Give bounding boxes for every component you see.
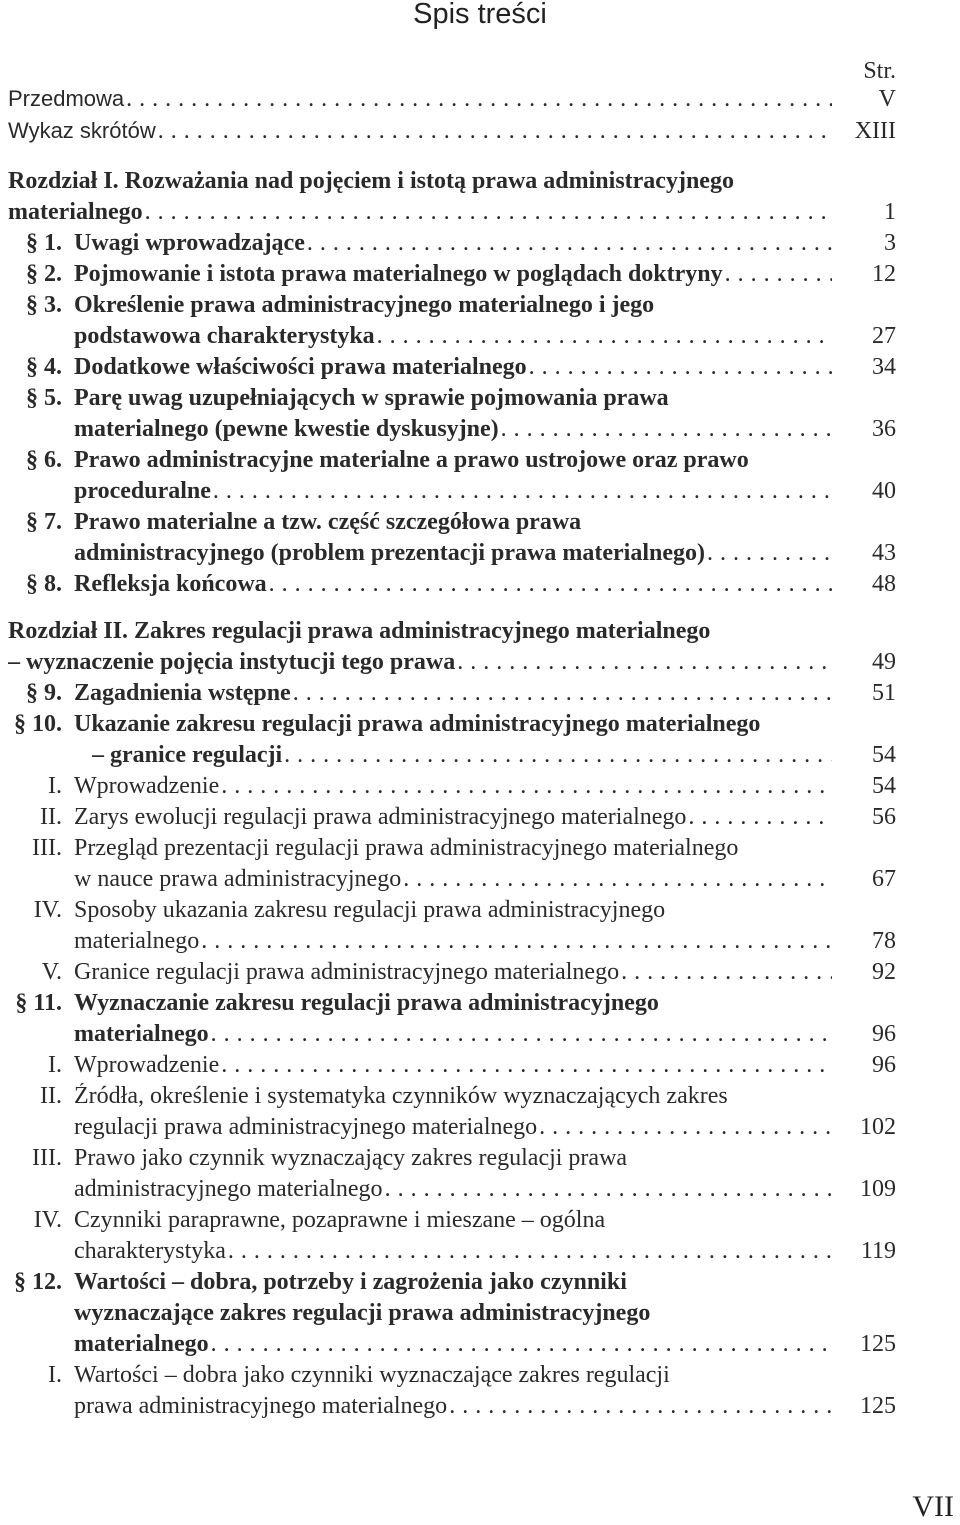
toc-entry-text: Dodatkowe właściwości prawa materialnego: [74, 354, 527, 380]
dot-leader: [529, 354, 832, 381]
toc-line: [0, 199, 960, 230]
toc-page-number: 49: [872, 649, 896, 675]
toc-entry-text: Prawo materialne a tzw. część szczegółowa prawa: [74, 509, 582, 535]
toc-entry-text: Wyznaczanie zakresu regulacji prawa administracyjnego: [74, 990, 659, 1016]
toc-entry-text: Ukazanie zakresu regulacji prawa administracyjnego materialnego: [74, 711, 761, 737]
toc-entry-text: – wyznaczenie pojęcia instytucji tego prawa: [8, 649, 456, 675]
toc-entry-text: materialnego: [74, 1331, 209, 1357]
toc-entry-number: I.: [48, 773, 62, 799]
toc-page-number: 109: [860, 1176, 896, 1202]
toc-line: [0, 168, 960, 199]
toc-entry-text: Rozdział II. Zakres regulacji prawa administracyjnego materialnego: [8, 618, 711, 644]
dot-leader: [377, 323, 832, 350]
toc-entry-text: Przedmowa: [8, 86, 125, 111]
toc-line: [0, 1145, 960, 1176]
toc-entry-text: Pojmowanie i istota prawa materialnego w poglądach doktryny: [74, 261, 723, 287]
toc-entry-text: regulacji prawa administracyjnego materialnego: [74, 1114, 538, 1140]
dot-leader: [211, 1021, 832, 1048]
toc-entry-number: II.: [40, 1083, 62, 1109]
toc-line: [0, 1362, 960, 1393]
toc-entry-number: II.: [40, 804, 62, 830]
toc-entry-text: w nauce prawa administracyjnego: [74, 866, 402, 892]
toc-line: [0, 1331, 960, 1362]
toc-page-number: 96: [872, 1052, 896, 1078]
toc-entry-text: charakterystyka: [74, 1238, 226, 1264]
toc-page-number: 34: [872, 354, 896, 380]
dot-leader: [269, 571, 832, 598]
toc-entry-number: § 11.: [15, 990, 62, 1016]
page-folio: VII: [912, 1490, 954, 1523]
toc-page-number: 54: [872, 742, 896, 768]
toc-entry-number: § 8.: [26, 571, 62, 597]
toc-entry-text: Granice regulacji prawa administracyjnego materialnego: [74, 959, 620, 985]
toc-line: [0, 1176, 960, 1207]
toc-page-number: 51: [872, 680, 896, 706]
dot-leader: [449, 1393, 832, 1420]
toc-line: [0, 1083, 960, 1114]
toc-line: [0, 959, 960, 990]
toc-entry-number: IV.: [33, 897, 62, 923]
dot-leader: [126, 86, 832, 113]
toc-line: [0, 804, 960, 835]
toc-entry-number: § 10.: [14, 711, 62, 737]
toc-page-number: 54: [872, 773, 896, 799]
dot-leader: [293, 680, 832, 707]
toc-entry-text: Wykaz skrótów: [8, 118, 156, 143]
toc-line: [0, 773, 960, 804]
dot-leader: [501, 416, 832, 443]
toc-entry-text: materialnego: [74, 928, 200, 954]
dot-leader: [221, 1052, 832, 1079]
toc-line: [0, 897, 960, 928]
toc-line: [0, 509, 960, 540]
toc-entry-text: Wprowadzenie: [74, 1052, 220, 1078]
dot-leader: [385, 1176, 832, 1203]
toc-entry-text: podstawowa charakterystyka: [74, 323, 375, 349]
dot-leader: [228, 1238, 832, 1265]
toc-line: [0, 680, 960, 711]
dot-leader: [307, 230, 832, 257]
toc-line: [0, 1021, 960, 1052]
toc-line: [0, 649, 960, 680]
toc-entry-number: § 5.: [26, 385, 62, 411]
toc-entry-number: § 12.: [14, 1269, 62, 1295]
toc-entry-number: § 9.: [26, 680, 62, 706]
toc-entry-text: materialnego: [74, 1021, 209, 1047]
toc-entry-number: V.: [41, 959, 62, 985]
toc-page-number: V: [878, 86, 896, 112]
toc-page-number: 1: [884, 199, 896, 225]
toc-entry-text: wyznaczające zakres regulacji prawa administracyjnego: [74, 1300, 651, 1326]
toc-line: [0, 866, 960, 897]
toc-entry-number: I.: [48, 1052, 62, 1078]
toc-line: [0, 1393, 960, 1424]
dot-leader: [284, 742, 832, 769]
toc-entry-text: Sposoby ukazania zakresu regulacji prawa administracyjnego: [74, 897, 666, 923]
toc-entry-text: proceduralne: [74, 478, 211, 504]
toc-entry-text: Źródła, określenie i systematyka czynników wyznaczających zakres: [74, 1083, 728, 1109]
toc-entry-number: § 7.: [26, 509, 62, 535]
toc-line: [0, 1052, 960, 1083]
dot-leader: [145, 199, 832, 226]
toc-page-number: 96: [872, 1021, 896, 1047]
dot-leader: [725, 261, 832, 288]
toc-page-number: 56: [872, 804, 896, 830]
toc-entry-text: administracyjnego (problem prezentacji prawa materialnego): [74, 540, 705, 566]
toc-line: [0, 478, 960, 509]
toc-line: [0, 1238, 960, 1269]
toc-entry-text: Wartości – dobra, potrzeby i zagrożenia jako czynniki: [74, 1269, 627, 1295]
dot-leader: [403, 866, 832, 893]
toc-entry-number: III.: [32, 1145, 62, 1171]
toc-entry-text: prawa administracyjnego materialnego: [74, 1393, 448, 1419]
toc-line: [0, 261, 960, 292]
toc-page-number: XIII: [854, 118, 896, 144]
toc-entry-text: – granice regulacji: [92, 742, 283, 768]
toc-page-number: 125: [860, 1393, 896, 1419]
toc-line: [0, 292, 960, 323]
page-title: Spis treści: [413, 0, 547, 30]
toc-entry-number: § 2.: [26, 261, 62, 287]
toc-line: [0, 1300, 960, 1331]
toc-line: [0, 385, 960, 416]
toc-entry-number: § 3.: [26, 292, 62, 318]
toc-line: [0, 618, 960, 649]
toc-page-number: 48: [872, 571, 896, 597]
toc-line: [0, 990, 960, 1021]
toc-entry-text: Zarys ewolucji regulacji prawa administracyjnego materialnego: [74, 804, 687, 830]
toc-line: [0, 118, 960, 149]
toc-page-number: 3: [884, 230, 896, 256]
toc-page-number: 12: [872, 261, 896, 287]
toc-entry-text: materialnego (pewne kwestie dyskusyjne): [74, 416, 499, 442]
toc-page-number: 43: [872, 540, 896, 566]
dot-leader: [707, 540, 832, 567]
toc-entry-number: § 4.: [26, 354, 62, 380]
toc-line: [0, 86, 960, 117]
toc-page-number: 119: [860, 1238, 896, 1264]
toc-entry-text: Wartości – dobra jako czynniki wyznaczające zakres regulacji: [74, 1362, 670, 1388]
toc-page-number: 27: [872, 323, 896, 349]
toc-entry-number: IV.: [33, 1207, 62, 1233]
toc-page-number: 125: [860, 1331, 896, 1357]
toc-entry-text: Parę uwag uzupełniających w sprawie pojmowania prawa: [74, 385, 669, 411]
toc-entry-number: III.: [32, 835, 62, 861]
toc-entry-text: Przegląd prezentacji regulacji prawa administracyjnego materialnego: [74, 835, 739, 861]
toc-entry-text: Określenie prawa administracyjnego materialnego i jego: [74, 292, 655, 318]
dot-leader: [158, 118, 832, 145]
dot-leader: [213, 478, 832, 505]
toc-line: [0, 742, 960, 773]
toc-line: [0, 354, 960, 385]
dot-leader: [457, 649, 832, 676]
dot-leader: [539, 1114, 832, 1141]
toc-line: [0, 571, 960, 602]
toc-line: [0, 230, 960, 261]
toc-entry-text: Zagadnienia wstępne: [74, 680, 291, 706]
toc-page-number: 67: [872, 866, 896, 892]
toc-line: [0, 1207, 960, 1238]
toc-line: [0, 540, 960, 571]
toc-page-number: 102: [860, 1114, 896, 1140]
toc-entry-text: Uwagi wprowadzające: [74, 230, 305, 256]
toc-line: [0, 1269, 960, 1300]
toc-entry-text: Refleksja końcowa: [74, 571, 267, 597]
toc-entry-text: Prawo jako czynnik wyznaczający zakres regulacji prawa: [74, 1145, 628, 1171]
toc-line: [0, 835, 960, 866]
toc-page-number: 40: [872, 478, 896, 504]
toc-line: [0, 711, 960, 742]
toc-entry-number: I.: [48, 1362, 62, 1388]
toc-line: [0, 416, 960, 447]
toc-line: [0, 928, 960, 959]
toc-page-number: 36: [872, 416, 896, 442]
toc-entry-number: § 1.: [26, 230, 62, 256]
toc-page-number: 92: [872, 959, 896, 985]
dot-leader: [211, 1331, 832, 1358]
toc-entry-text: Czynniki paraprawne, pozaprawne i mieszane – ogólna: [74, 1207, 606, 1233]
toc-entry-text: Wprowadzenie: [74, 773, 220, 799]
dot-leader: [201, 928, 832, 955]
toc-entry-text: materialnego: [8, 199, 143, 225]
dot-leader: [621, 959, 832, 986]
toc-line: [0, 323, 960, 354]
toc-page-number: 78: [872, 928, 896, 954]
toc-line: [0, 447, 960, 478]
toc-entry-text: Rozdział I. Rozważania nad pojęciem i istotą prawa administracyjnego: [8, 168, 734, 194]
dot-leader: [688, 804, 832, 831]
page-column-header: Str.: [863, 58, 896, 84]
toc-line: [0, 1114, 960, 1145]
toc-entry-text: Prawo administracyjne materialne a prawo ustrojowe oraz prawo: [74, 447, 749, 473]
toc-entry-text: administracyjnego materialnego: [74, 1176, 383, 1202]
toc-entry-number: § 6.: [26, 447, 62, 473]
dot-leader: [221, 773, 832, 800]
